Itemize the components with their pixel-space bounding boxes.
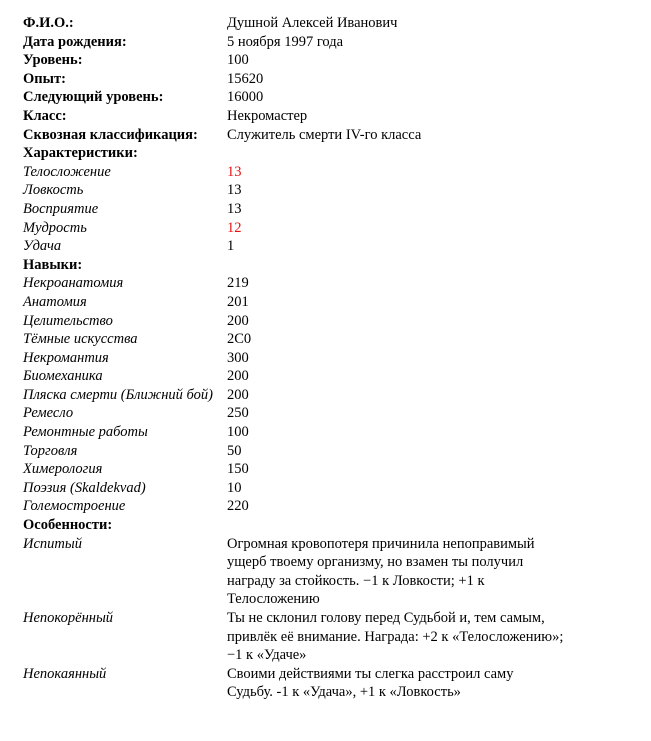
identity-row-1-value: [227, 33, 651, 52]
skill-value-6: 200: [227, 386, 249, 403]
characteristic-row-0-label: Телосложение: [23, 163, 111, 180]
skills-section: [0, 274, 651, 516]
characteristic-row-2-value: [227, 200, 651, 219]
characteristics-heading-row: [0, 144, 651, 163]
characteristic-row-0: [0, 163, 651, 182]
feature-0-line-0: Огромная кровопотеря причинила непоправимый: [227, 535, 535, 552]
identity-value-3: 15620: [227, 70, 264, 87]
feature-row-1-value: [227, 609, 651, 665]
identity-row-2: [0, 51, 651, 70]
identity-row-4-value: [227, 88, 651, 107]
skill-row-8: [0, 423, 651, 442]
skill-row-12: [0, 497, 651, 516]
characteristic-row-4-label: Удача: [23, 238, 62, 255]
skill-row-5: [0, 367, 651, 386]
feature-0-line-3: Телосложению: [227, 591, 320, 608]
skill-row-6-value: [227, 386, 651, 405]
characteristic-row-4-value: [227, 237, 651, 256]
feature-row-1-label: Непокорённый: [23, 610, 114, 626]
skill-row-6: [0, 386, 651, 405]
identity-value-4: 16000: [227, 89, 264, 106]
skill-row-12-value: [227, 497, 651, 516]
skill-row-8-label: Ремонтные работы: [23, 424, 148, 441]
identity-row-2-value: [227, 51, 651, 70]
skill-row-10-label: Химерология: [23, 461, 103, 478]
skill-value-7: 250: [227, 405, 249, 422]
characteristic-row-2-label: Восприятие: [23, 200, 99, 217]
characteristic-row-3-label: Мудрость: [23, 219, 87, 236]
skill-row-1: [0, 293, 651, 312]
identity-row-1: [0, 33, 651, 52]
skill-row-12-label: Големостроение: [23, 498, 126, 515]
skill-value-11: 10: [227, 479, 242, 496]
skill-value-12: 220: [227, 498, 249, 515]
skill-row-0: [0, 274, 651, 293]
characteristic-row-1-value: [227, 181, 651, 200]
skill-row-2: [0, 312, 651, 331]
feature-row-0-label: Испитый: [23, 535, 82, 552]
characteristic-row-2: [0, 200, 651, 219]
characteristic-value-4: 1: [227, 238, 235, 255]
characteristic-row-4: [0, 237, 651, 256]
skill-value-2: 200: [227, 312, 249, 329]
skill-value-8: 100: [227, 424, 249, 441]
identity-row-1-label: Дата рождения:: [23, 33, 127, 50]
skill-row-5-value: [227, 367, 651, 386]
feature-1-line-1: привлёк её внимание. Награда: +2 к «Телосложению»;: [227, 628, 564, 645]
identity-row-0-label: Ф.И.О.:: [23, 15, 74, 31]
skill-value-1: 201: [227, 293, 249, 310]
identity-row-4: [0, 88, 651, 107]
identity-value-5: Некромастер: [227, 107, 308, 124]
feature-row-1: [0, 609, 651, 665]
skill-row-8-value: [227, 423, 651, 442]
skill-row-10: [0, 460, 651, 479]
skill-row-9-label: Торговля: [23, 442, 78, 459]
characteristic-value-0: 13: [227, 163, 242, 180]
characteristic-row-3: [0, 219, 651, 238]
characteristics-section: [0, 163, 651, 256]
skill-value-9: 50: [227, 442, 242, 459]
skill-row-6-label: Пляска смерти (Ближний бой): [23, 386, 213, 403]
identity-section: [0, 14, 651, 144]
skill-row-3-label: Тёмные искусства: [23, 331, 138, 348]
features-heading: Особенности:: [23, 517, 113, 534]
feature-0-line-1: ущерб твоему организму, но взамен ты получил: [227, 554, 524, 571]
characteristic-row-1: [0, 181, 651, 200]
characteristic-row-0-value: [227, 163, 651, 182]
identity-row-6-label: Сквозная классификация:: [23, 126, 198, 143]
skill-value-3: 2С0: [227, 331, 252, 348]
skill-value-4: 300: [227, 349, 249, 366]
identity-row-3-label: Опыт:: [23, 70, 66, 87]
identity-row-4-label: Следующий уровень:: [23, 89, 164, 106]
skills-heading-row: [0, 256, 651, 275]
feature-2-line-1: Судьбу. -1 к «Удача», +1 к «Ловкость»: [227, 684, 461, 701]
feature-1-line-2: −1 к «Удаче»: [227, 647, 307, 664]
features-section: [0, 535, 651, 702]
characteristic-value-1: 13: [227, 182, 242, 199]
skill-row-9: [0, 442, 651, 461]
skill-row-9-value: [227, 442, 651, 461]
identity-row-5-value: [227, 107, 651, 126]
identity-row-0-value: [227, 14, 651, 33]
skill-row-1-label: Анатомия: [23, 293, 87, 310]
skill-row-11-value: [227, 479, 651, 498]
skills-heading: Навыки:: [23, 256, 83, 273]
feature-row-2-label: Непокаянный: [23, 665, 107, 682]
identity-row-5: [0, 107, 651, 126]
feature-row-0-value: [227, 535, 651, 609]
feature-description-1: [227, 609, 627, 665]
skill-row-0-label: Некроанатомия: [23, 275, 124, 292]
skill-row-7-label: Ремесло: [23, 405, 74, 422]
feature-1-line-0: Ты не склонил голову перед Судьбой и, тем самым,: [227, 610, 545, 626]
skill-value-10: 150: [227, 461, 249, 478]
skill-row-7: [0, 404, 651, 423]
identity-row-3-value: [227, 70, 651, 89]
identity-row-0: [0, 14, 651, 33]
identity-value-1: 5 ноября 1997 года: [227, 33, 344, 50]
skill-row-3-value: [227, 330, 651, 349]
identity-row-6: [0, 126, 651, 145]
identity-row-2-label: Уровень:: [23, 52, 83, 69]
skill-row-11: [0, 479, 651, 498]
skill-value-5: 200: [227, 368, 249, 385]
features-heading-row: [0, 516, 651, 535]
skill-row-1-value: [227, 293, 651, 312]
skill-row-11-label: Поэзия (Skaldekvad): [23, 479, 146, 496]
identity-value-6: Служитель смерти IV-го класса: [227, 126, 422, 143]
feature-row-2: [0, 665, 651, 702]
feature-description-2: [227, 665, 627, 702]
skill-row-10-value: [227, 460, 651, 479]
characteristic-value-3: 12: [227, 219, 242, 236]
skill-row-4: [0, 349, 651, 368]
characteristic-row-1-label: Ловкость: [23, 182, 84, 199]
identity-row-5-label: Класс:: [23, 107, 67, 124]
skill-row-4-label: Некромантия: [23, 349, 109, 366]
characteristic-value-2: 13: [227, 200, 242, 217]
feature-2-line-0: Своими действиями ты слегка расстроил саму: [227, 665, 514, 682]
feature-description-0: [227, 535, 627, 609]
skill-value-0: 219: [227, 275, 249, 292]
identity-value-2: 100: [227, 52, 249, 69]
identity-row-6-value: [227, 126, 651, 145]
characteristic-row-3-value: [227, 219, 651, 238]
skill-row-4-value: [227, 349, 651, 368]
skill-row-0-value: [227, 274, 651, 293]
feature-row-0: [0, 535, 651, 609]
identity-row-3: [0, 70, 651, 89]
skill-row-3: [0, 330, 651, 349]
skill-row-2-label: Целительство: [23, 312, 113, 329]
feature-row-2-value: [227, 665, 651, 702]
characteristics-heading: Характеристики:: [23, 145, 138, 162]
identity-value-0: Душной Алексей Иванович: [227, 15, 398, 31]
skill-row-7-value: [227, 404, 651, 423]
skill-row-2-value: [227, 312, 651, 331]
skill-row-5-label: Биомеханика: [23, 368, 103, 385]
feature-0-line-2: награду за стойкость. −1 к Ловкости; +1 к: [227, 572, 485, 589]
